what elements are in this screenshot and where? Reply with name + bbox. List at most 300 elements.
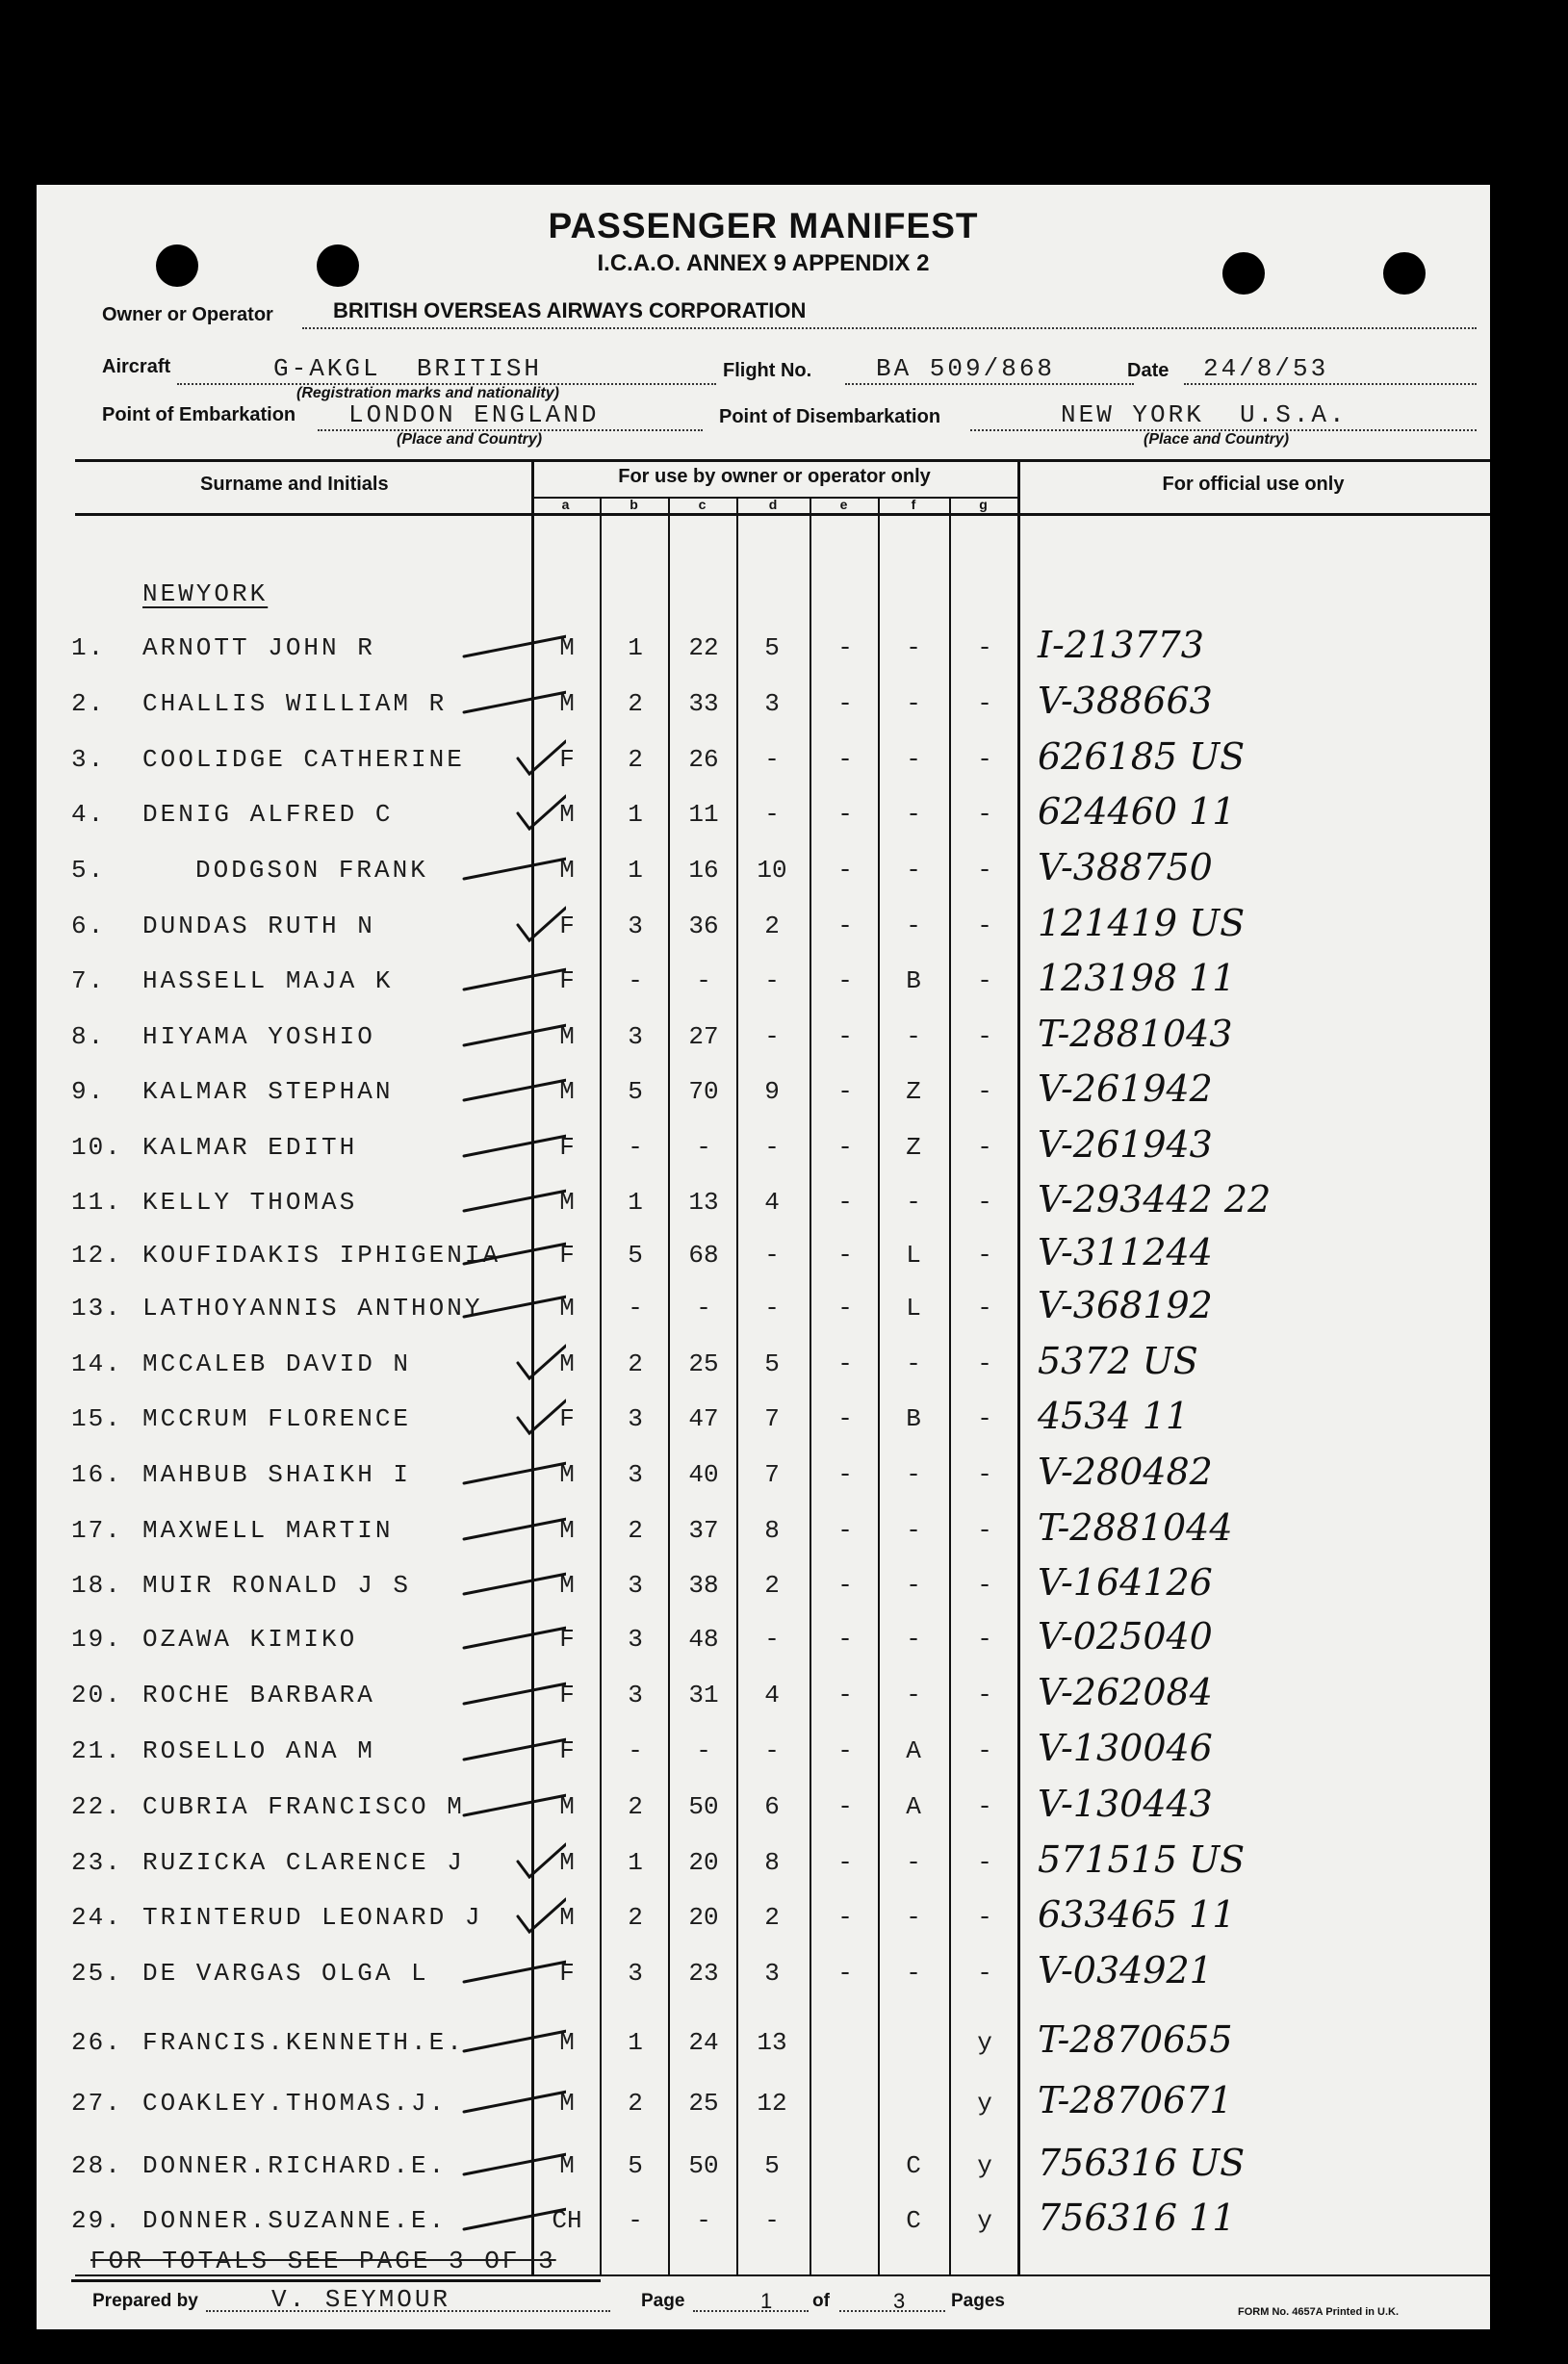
- cell-g: y: [977, 2089, 992, 2118]
- official-entry: 4534 11: [1038, 1395, 1190, 1437]
- cell-b: -: [628, 1294, 643, 1323]
- cell-g: -: [977, 1404, 992, 1433]
- row-number: 4.: [71, 800, 106, 829]
- official-entry: T-2881043: [1038, 1013, 1233, 1055]
- passenger-name: CUBRIA FRANCISCO M: [142, 1792, 465, 1821]
- official-entry: T-2870671: [1038, 2079, 1233, 2121]
- prepared-dotted-line: [206, 2310, 610, 2312]
- embarkation-label: Point of Embarkation: [102, 404, 296, 425]
- row-number: 11.: [71, 1188, 122, 1217]
- flight-label: Flight No.: [723, 360, 812, 381]
- cell-g: -: [977, 1681, 992, 1709]
- cell-e: -: [837, 1959, 853, 1988]
- cell-e: -: [837, 1077, 853, 1106]
- page-label: Page: [641, 2291, 685, 2311]
- passenger-name: DONNER.SUZANNE.E.: [142, 2206, 448, 2235]
- cell-c: 48: [688, 1625, 719, 1654]
- passenger-name: CHALLIS WILLIAM R: [142, 689, 448, 718]
- cell-g: -: [977, 1022, 992, 1051]
- embarkation-value: LONDON ENGLAND: [348, 400, 600, 429]
- date-label: Date: [1127, 360, 1170, 381]
- cell-g: y: [977, 2206, 992, 2235]
- cell-a: F: [559, 1736, 575, 1765]
- passenger-name: MUIR RONALD J S: [142, 1571, 412, 1600]
- owner-label: Owner or Operator: [102, 304, 273, 325]
- row-number: 23.: [71, 1848, 122, 1877]
- cell-a: M: [559, 1516, 575, 1545]
- manifest-title: PASSENGER MANIFEST: [548, 206, 979, 245]
- cell-e: -: [837, 1460, 853, 1489]
- cell-f: B: [906, 966, 921, 995]
- owner-dotted-line: [302, 327, 1477, 329]
- cell-c: -: [696, 1294, 711, 1323]
- cell-d: 2: [764, 1571, 780, 1600]
- cell-c: 25: [688, 2089, 719, 2118]
- cell-g: -: [977, 1077, 992, 1106]
- cell-f: -: [906, 1625, 921, 1654]
- cell-b: -: [628, 1133, 643, 1162]
- of-value: 3: [893, 2289, 906, 2313]
- cell-e: -: [837, 689, 853, 718]
- cell-b: 2: [628, 1516, 643, 1545]
- passenger-name: HIYAMA YOSHIO: [142, 1022, 375, 1051]
- of-label: of: [812, 2291, 830, 2311]
- cell-e: -: [837, 856, 853, 885]
- row-number: 8.: [71, 1022, 106, 1051]
- cell-c: 16: [688, 856, 719, 885]
- prepared-label: Prepared by: [92, 2291, 198, 2311]
- cell-e: -: [837, 966, 853, 995]
- passenger-name: TRINTERUD LEONARD J: [142, 1903, 483, 1932]
- official-entry: 756316 11: [1038, 2197, 1236, 2239]
- cell-d: 5: [764, 2151, 780, 2180]
- cell-c: 22: [688, 633, 719, 662]
- flight-dotted-line: [845, 383, 1134, 385]
- cell-g: -: [977, 912, 992, 940]
- column-letter-d: d: [768, 497, 778, 512]
- cell-d: 7: [764, 1460, 780, 1489]
- cell-e: -: [837, 1133, 853, 1162]
- cell-f: -: [906, 1516, 921, 1545]
- cell-f: L: [906, 1241, 921, 1270]
- cell-d: -: [764, 1022, 780, 1051]
- cell-e: -: [837, 1188, 853, 1217]
- passenger-name: COOLIDGE CATHERINE: [142, 745, 465, 774]
- passenger-name: ROCHE BARBARA: [142, 1681, 375, 1709]
- cell-d: -: [764, 800, 780, 829]
- cell-g: -: [977, 1736, 992, 1765]
- cell-a: F: [559, 1681, 575, 1709]
- cell-c: 33: [688, 689, 719, 718]
- cell-a: M: [559, 1848, 575, 1877]
- cell-b: 3: [628, 1625, 643, 1654]
- row-number: 3.: [71, 745, 106, 774]
- date-dotted-line: [1184, 383, 1477, 385]
- disembarkation-value: NEW YORK U.S.A.: [1061, 400, 1348, 429]
- cell-f: A: [906, 1736, 921, 1765]
- passenger-name: DODGSON FRANK: [195, 856, 428, 885]
- cell-a: M: [559, 800, 575, 829]
- cell-g: -: [977, 1241, 992, 1270]
- cell-e: -: [837, 1571, 853, 1600]
- cell-b: 3: [628, 912, 643, 940]
- passenger-name: MAXWELL MARTIN: [142, 1516, 394, 1545]
- cell-e: -: [837, 1736, 853, 1765]
- row-number: 29.: [71, 2206, 122, 2235]
- cell-c: 20: [688, 1903, 719, 1932]
- cell-f: B: [906, 1404, 921, 1433]
- cell-f: -: [906, 633, 921, 662]
- official-entry: V-368192: [1038, 1284, 1213, 1326]
- cell-f: A: [906, 1792, 921, 1821]
- official-entry: 123198 11: [1038, 957, 1236, 999]
- cell-a: F: [559, 1404, 575, 1433]
- official-entry: V-311244: [1038, 1231, 1213, 1273]
- cell-b: 5: [628, 1077, 643, 1106]
- row-number: 12.: [71, 1241, 122, 1270]
- official-entry: I-213773: [1038, 624, 1204, 666]
- cell-g: -: [977, 1903, 992, 1932]
- cell-c: 20: [688, 1848, 719, 1877]
- official-entry: 121419 US: [1038, 902, 1246, 944]
- passenger-name: MCCALEB DAVID N: [142, 1349, 412, 1378]
- manifest-subtitle: I.C.A.O. ANNEX 9 APPENDIX 2: [597, 250, 930, 276]
- cell-a: CH: [552, 2206, 582, 2235]
- date-value: 24/8/53: [1203, 354, 1329, 383]
- row-number: 9.: [71, 1077, 106, 1106]
- cell-a: M: [559, 1294, 575, 1323]
- cell-b: 1: [628, 1848, 643, 1877]
- official-entry: V-034921: [1038, 1949, 1213, 1991]
- cell-d: 5: [764, 633, 780, 662]
- cell-g: -: [977, 1188, 992, 1217]
- passenger-name: COAKLEY.THOMAS.J.: [142, 2089, 448, 2118]
- cell-a: M: [559, 1792, 575, 1821]
- owner-value: BRITISH OVERSEAS AIRWAYS CORPORATION: [333, 298, 807, 322]
- section-label: NEWYORK: [142, 579, 269, 608]
- cell-e: -: [837, 1848, 853, 1877]
- page-dotted-line: [693, 2310, 809, 2312]
- official-entry: V-388750: [1038, 846, 1213, 888]
- page-value: 1: [760, 2289, 773, 2313]
- cell-f: -: [906, 1959, 921, 1988]
- cell-f: -: [906, 1681, 921, 1709]
- header-surname: Surname and Initials: [200, 474, 389, 495]
- row-number: 27.: [71, 2089, 122, 2118]
- cell-e: -: [837, 1625, 853, 1654]
- cell-f: C: [906, 2206, 921, 2235]
- cell-e: -: [837, 1681, 853, 1709]
- cell-d: 3: [764, 1959, 780, 1988]
- cell-g: y: [977, 2028, 992, 2057]
- cell-f: -: [906, 1848, 921, 1877]
- cell-b: 1: [628, 2028, 643, 2057]
- cell-g: -: [977, 1516, 992, 1545]
- passenger-name: KOUFIDAKIS IPHIGENIA: [142, 1241, 501, 1270]
- cell-b: 2: [628, 745, 643, 774]
- cell-b: 1: [628, 1188, 643, 1217]
- cell-b: 1: [628, 633, 643, 662]
- official-entry: V-293442 22: [1038, 1178, 1272, 1221]
- row-number: 16.: [71, 1460, 122, 1489]
- disembarkation-label: Point of Disembarkation: [719, 406, 941, 427]
- row-number: 13.: [71, 1294, 122, 1323]
- cell-a: F: [559, 745, 575, 774]
- cell-c: 11: [688, 800, 719, 829]
- passenger-name: ROSELLO ANA M: [142, 1736, 375, 1765]
- header-official: For official use only: [1162, 474, 1345, 495]
- cell-e: -: [837, 1294, 853, 1323]
- cell-e: -: [837, 912, 853, 940]
- table-top-rule: [75, 459, 1490, 462]
- cell-f: -: [906, 800, 921, 829]
- official-entry: V-025040: [1038, 1615, 1213, 1657]
- cell-a: F: [559, 912, 575, 940]
- cell-b: -: [628, 1736, 643, 1765]
- row-number: 18.: [71, 1571, 122, 1600]
- cell-d: 5: [764, 1349, 780, 1378]
- cell-d: -: [764, 966, 780, 995]
- form-number: FORM No. 4657A Printed in U.K.: [1238, 2306, 1400, 2318]
- cell-g: -: [977, 1133, 992, 1162]
- cell-d: 8: [764, 1848, 780, 1877]
- cell-f: -: [906, 856, 921, 885]
- cell-g: -: [977, 966, 992, 995]
- row-number: 5.: [71, 856, 106, 885]
- cell-f: C: [906, 2151, 921, 2180]
- cell-a: M: [559, 1077, 575, 1106]
- cell-e: -: [837, 1404, 853, 1433]
- cell-b: 5: [628, 2151, 643, 2180]
- manifest-paper: [37, 185, 1490, 2329]
- passenger-name: KELLY THOMAS: [142, 1188, 358, 1217]
- cell-c: 26: [688, 745, 719, 774]
- cell-g: -: [977, 1959, 992, 1988]
- column-letter-b: b: [630, 497, 638, 512]
- official-entry: V-280482: [1038, 1451, 1213, 1493]
- cell-c: 37: [688, 1516, 719, 1545]
- cell-d: -: [764, 1736, 780, 1765]
- passenger-name: FRANCIS.KENNETH.E.: [142, 2028, 465, 2057]
- passenger-name: MAHBUB SHAIKH I: [142, 1460, 412, 1489]
- row-number: 17.: [71, 1516, 122, 1545]
- cell-d: 2: [764, 912, 780, 940]
- cell-f: -: [906, 1188, 921, 1217]
- aircraft-note: (Registration marks and nationality): [296, 385, 559, 401]
- passenger-name: KALMAR STEPHAN: [142, 1077, 394, 1106]
- totals-note: FOR TOTALS SEE PAGE 3 OF 3: [90, 2247, 556, 2275]
- row-number: 21.: [71, 1736, 122, 1765]
- cell-g: -: [977, 800, 992, 829]
- cell-d: 9: [764, 1077, 780, 1106]
- row-number: 19.: [71, 1625, 122, 1654]
- passenger-name: OZAWA KIMIKO: [142, 1625, 358, 1654]
- cell-d: 12: [757, 2089, 787, 2118]
- passenger-name: DENIG ALFRED C: [142, 800, 394, 829]
- cell-d: -: [764, 745, 780, 774]
- cell-d: -: [764, 1294, 780, 1323]
- cell-c: -: [696, 966, 711, 995]
- cell-g: -: [977, 1625, 992, 1654]
- cell-c: -: [696, 1133, 711, 1162]
- cell-d: 10: [757, 856, 787, 885]
- passenger-name: RUZICKA CLARENCE J: [142, 1848, 465, 1877]
- cell-a: M: [559, 1571, 575, 1600]
- cell-f: L: [906, 1294, 921, 1323]
- cell-d: -: [764, 1241, 780, 1270]
- official-entry: V-261942: [1038, 1067, 1213, 1110]
- cell-a: M: [559, 1903, 575, 1932]
- row-number: 6.: [71, 912, 106, 940]
- cell-d: 4: [764, 1681, 780, 1709]
- cell-c: -: [696, 2206, 711, 2235]
- aircraft-label: Aircraft: [102, 356, 171, 377]
- cell-f: -: [906, 745, 921, 774]
- cell-b: 2: [628, 689, 643, 718]
- cell-a: M: [559, 1349, 575, 1378]
- row-number: 15.: [71, 1404, 122, 1433]
- flight-value: BA 509/868: [876, 354, 1056, 383]
- column-letter-e: e: [839, 497, 848, 512]
- cell-d: 8: [764, 1516, 780, 1545]
- row-number: 20.: [71, 1681, 122, 1709]
- row-number: 26.: [71, 2028, 122, 2057]
- official-entry: V-388663: [1038, 680, 1213, 722]
- cell-d: 3: [764, 689, 780, 718]
- cell-d: -: [764, 2206, 780, 2235]
- cell-f: -: [906, 1903, 921, 1932]
- passenger-name: KALMAR EDITH: [142, 1133, 358, 1162]
- official-entry: V-130443: [1038, 1783, 1213, 1825]
- cell-a: F: [559, 1241, 575, 1270]
- cell-g: y: [977, 2151, 992, 2180]
- cell-a: M: [559, 2151, 575, 2180]
- cell-e: -: [837, 1792, 853, 1821]
- aircraft-value: G-AKGL BRITISH: [273, 354, 543, 383]
- official-entry: V-130046: [1038, 1727, 1213, 1769]
- official-entry: V-262084: [1038, 1671, 1213, 1713]
- cell-g: -: [977, 689, 992, 718]
- row-number: 7.: [71, 966, 106, 995]
- cell-b: 2: [628, 1792, 643, 1821]
- cell-c: 24: [688, 2028, 719, 2057]
- cell-c: 68: [688, 1241, 719, 1270]
- cell-g: -: [977, 1571, 992, 1600]
- cell-e: -: [837, 1903, 853, 1932]
- cell-c: 40: [688, 1460, 719, 1489]
- cell-a: F: [559, 1133, 575, 1162]
- row-number: 14.: [71, 1349, 122, 1378]
- passenger-name: LATHOYANNIS ANTHONY: [142, 1294, 483, 1323]
- cell-b: 3: [628, 1681, 643, 1709]
- cell-c: 36: [688, 912, 719, 940]
- cell-g: -: [977, 1848, 992, 1877]
- cell-b: 3: [628, 1460, 643, 1489]
- row-number: 28.: [71, 2151, 122, 2180]
- cell-f: -: [906, 1349, 921, 1378]
- cell-a: M: [559, 2089, 575, 2118]
- prepared-value: V. SEYMOUR: [271, 2285, 451, 2314]
- row-number: 25.: [71, 1959, 122, 1988]
- cell-g: -: [977, 1460, 992, 1489]
- cell-c: 47: [688, 1404, 719, 1433]
- official-entry: T-2881044: [1038, 1506, 1233, 1549]
- cell-f: -: [906, 1571, 921, 1600]
- cell-g: -: [977, 856, 992, 885]
- cell-d: -: [764, 1625, 780, 1654]
- cell-f: Z: [906, 1133, 921, 1162]
- cell-a: M: [559, 689, 575, 718]
- of-dotted-line: [839, 2310, 945, 2312]
- official-entry: 624460 11: [1038, 790, 1236, 833]
- cell-b: -: [628, 966, 643, 995]
- cell-f: -: [906, 689, 921, 718]
- cell-e: -: [837, 1516, 853, 1545]
- column-letter-c: c: [698, 497, 707, 512]
- passenger-name: ARNOTT JOHN R: [142, 633, 375, 662]
- cell-e: -: [837, 1241, 853, 1270]
- cell-c: 23: [688, 1959, 719, 1988]
- cell-c: 38: [688, 1571, 719, 1600]
- cell-d: 2: [764, 1903, 780, 1932]
- cell-b: -: [628, 2206, 643, 2235]
- cell-d: -: [764, 1133, 780, 1162]
- cell-d: 4: [764, 1188, 780, 1217]
- cell-c: 13: [688, 1188, 719, 1217]
- cell-c: 50: [688, 2151, 719, 2180]
- cell-e: -: [837, 1022, 853, 1051]
- cell-b: 2: [628, 1903, 643, 1932]
- cell-b: 1: [628, 856, 643, 885]
- row-number: 2.: [71, 689, 106, 718]
- official-entry: 5372 US: [1038, 1340, 1198, 1382]
- cell-f: -: [906, 912, 921, 940]
- cell-c: 27: [688, 1022, 719, 1051]
- row-number: 10.: [71, 1133, 122, 1162]
- cell-b: 3: [628, 1404, 643, 1433]
- header-owner-use: For use by owner or operator only: [618, 466, 931, 487]
- row-number: 24.: [71, 1903, 122, 1932]
- cell-f: -: [906, 1022, 921, 1051]
- cell-e: -: [837, 1349, 853, 1378]
- cell-c: -: [696, 1736, 711, 1765]
- cell-a: M: [559, 2028, 575, 2057]
- cell-g: -: [977, 745, 992, 774]
- official-entry: 626185 US: [1038, 735, 1246, 778]
- cell-f: Z: [906, 1077, 921, 1106]
- passenger-name: DUNDAS RUTH N: [142, 912, 375, 940]
- cell-c: 70: [688, 1077, 719, 1106]
- cell-a: M: [559, 633, 575, 662]
- passenger-name: HASSELL MAJA K: [142, 966, 394, 995]
- passenger-name: MCCRUM FLORENCE: [142, 1404, 412, 1433]
- cell-g: -: [977, 1349, 992, 1378]
- cell-a: M: [559, 1188, 575, 1217]
- cell-e: -: [837, 800, 853, 829]
- cell-b: 1: [628, 800, 643, 829]
- cell-a: M: [559, 1460, 575, 1489]
- table-header-rule: [75, 513, 1490, 516]
- official-entry: 756316 US: [1038, 2142, 1246, 2184]
- cell-f: -: [906, 1460, 921, 1489]
- cell-b: 3: [628, 1959, 643, 1988]
- cell-e: -: [837, 745, 853, 774]
- cell-c: 25: [688, 1349, 719, 1378]
- cell-b: 2: [628, 1349, 643, 1378]
- passenger-name: DONNER.RICHARD.E.: [142, 2151, 448, 2180]
- cell-g: -: [977, 633, 992, 662]
- official-entry: T-2870655: [1038, 2018, 1233, 2061]
